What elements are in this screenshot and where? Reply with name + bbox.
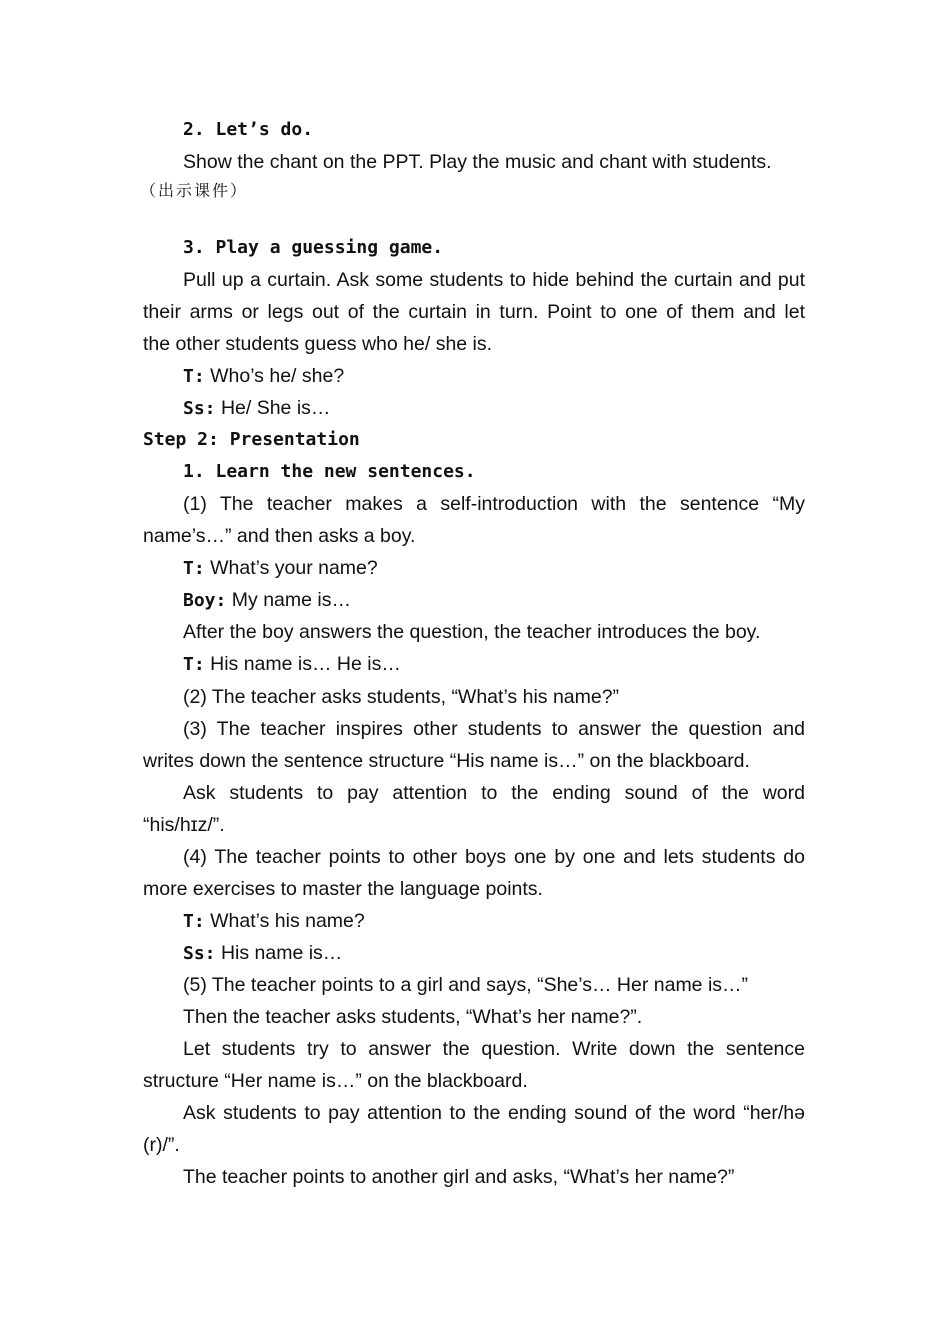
speaker-label: Ss: [183, 943, 216, 964]
paragraph-line: more exercises to master the language points. [143, 878, 543, 900]
paragraph-line: Show the chant on the PPT. Play the music and chant with students. [183, 151, 772, 173]
paragraph-line: After the boy answers the question, the teacher introduces the boy. [183, 621, 761, 643]
step-heading: Step 2: Presentation [143, 429, 360, 450]
dialogue-text: Who’s he/ she? [210, 365, 345, 387]
paragraph-line: (5) The teacher points to a girl and says, “She’s… Her name is…” [183, 974, 749, 996]
paragraph-line: (r)/”. [143, 1134, 180, 1156]
dialogue-text: What’s your name? [210, 557, 378, 579]
heading-guessing-game: 3. Play a guessing game. [183, 237, 444, 258]
dialogue-text: My name is… [231, 589, 351, 611]
paragraph-line: The teacher points to another girl and asks, “What’s her name?” [183, 1166, 735, 1188]
speaker-label: T: [183, 654, 205, 675]
paragraph-line: Ask students to pay attention to the ending sound of the word [183, 782, 805, 804]
paragraph-line: Ask students to pay attention to the ending sound of the word “her/hə [183, 1102, 805, 1124]
dialogue-line [183, 652, 401, 677]
paragraph-line: their arms or legs out of the curtain in turn. Point to one of them and let [143, 301, 805, 323]
paragraph-line: name’s…” and then asks a boy. [143, 525, 416, 547]
dialogue-text: He/ She is… [220, 397, 331, 419]
paragraph-line: Then the teacher asks students, “What’s her name?”. [183, 1006, 643, 1028]
chinese-note: （出示课件） [140, 181, 249, 200]
speaker-label: Ss: [183, 398, 216, 419]
speaker-label: T: [183, 911, 205, 932]
dialogue-line [183, 556, 378, 581]
paragraph-line: (1) The teacher makes a self-introduction with the sentence “My [183, 493, 805, 515]
speaker-label: Boy: [183, 590, 227, 611]
speaker-label: T: [183, 558, 205, 579]
speaker-label: T: [183, 366, 205, 387]
heading-lets-do: 2. Let’s do. [183, 119, 314, 140]
dialogue-line [183, 941, 342, 966]
paragraph-line: (2) The teacher asks students, “What’s his name?” [183, 686, 620, 708]
paragraph-line: Let students try to answer the question. Write down the sentence [183, 1038, 805, 1060]
paragraph-line: “his/hɪz/”. [143, 814, 225, 836]
paragraph-line: writes down the sentence structure “His name is…” on the blackboard. [143, 750, 750, 772]
dialogue-text: His name is… He is… [210, 653, 401, 675]
dialogue-line [183, 396, 330, 421]
dialogue-text: What’s his name? [210, 910, 365, 932]
paragraph-line: (3) The teacher inspires other students to answer the question and [183, 718, 805, 740]
paragraph-line: (4) The teacher points to other boys one by one and lets students do [183, 846, 805, 868]
dialogue-text: His name is… [220, 942, 343, 964]
dialogue-line [183, 364, 344, 389]
dialogue-line [183, 588, 351, 613]
heading-learn-sentences: 1. Learn the new sentences. [183, 461, 476, 482]
paragraph-line: the other students guess who he/ she is. [143, 333, 493, 355]
dialogue-line [183, 909, 365, 934]
paragraph-line: structure “Her name is…” on the blackboard. [143, 1070, 528, 1092]
paragraph-line: Pull up a curtain. Ask some students to hide behind the curtain and put [183, 269, 805, 291]
